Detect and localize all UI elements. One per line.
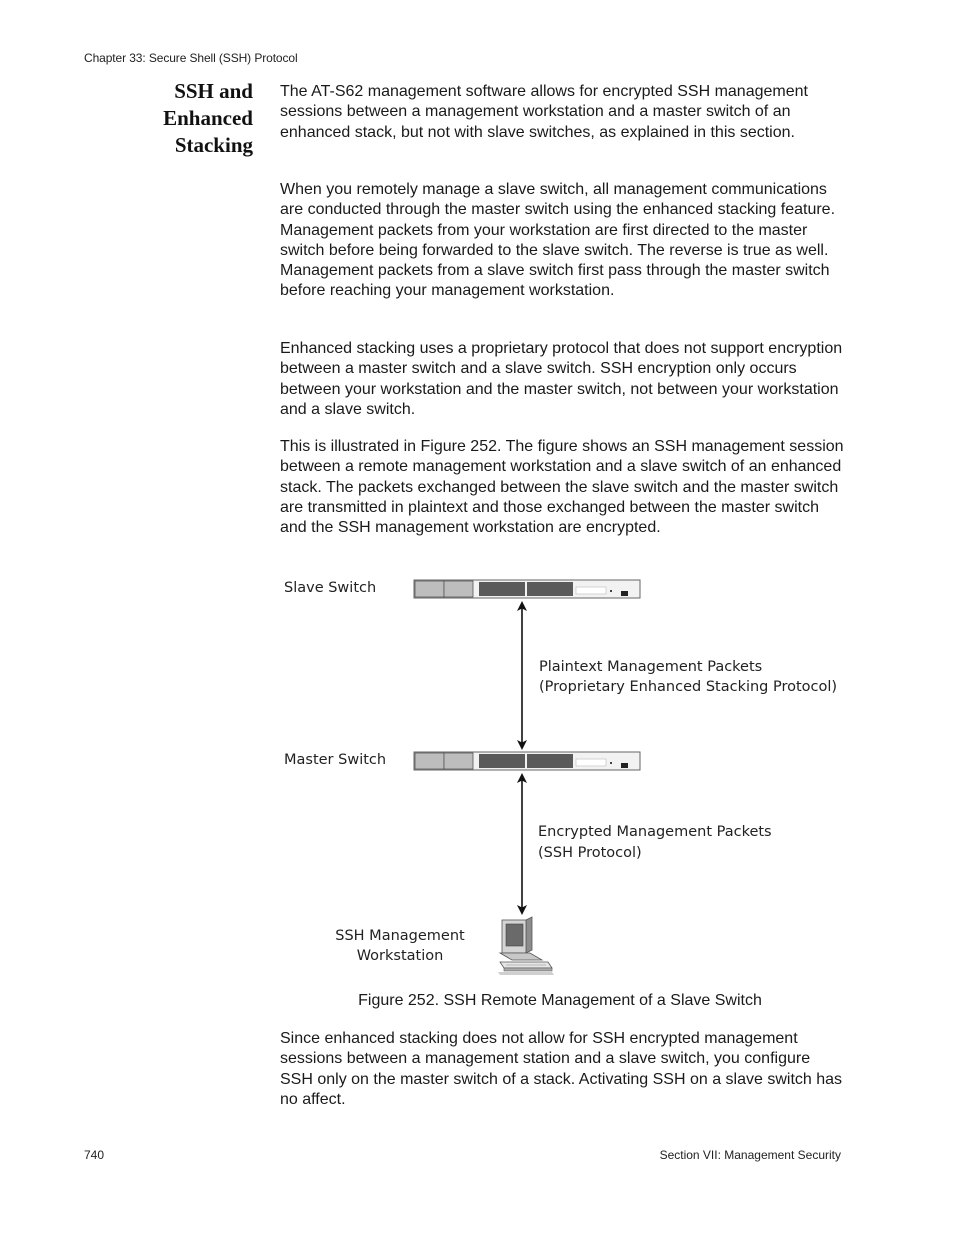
body-paragraph-2: When you remotely manage a slave switch, all management communications are conducted through the master switch using the enhanced stacking feature. Management packets from your workstation are first directed to the master switch before being forwarded to the slave switch. The reverse is true as well. Management packets from a slave switch first pass through the master switch before reaching your management workstation. bbox=[280, 181, 836, 300]
body-paragraph-4: This is illustrated in Figure 252. The figure shows an SSH management session between a remote management workstation and a slave switch of an enhanced stack. The packets exchanged between the slave switch and the master switch are transmitted in plaintext and those exchanged between the master switch and the SSH management workstation are encrypted. bbox=[280, 438, 844, 537]
master-switch-icon bbox=[414, 752, 640, 770]
body-paragraph-5: Since enhanced stacking does not allow for SSH encrypted management sessions between a management station and a slave switch, you configure SSH only on the master switch of a stack. Activating SSH on a slave switch has no affect. bbox=[280, 1030, 843, 1108]
body-paragraph-1: The AT-S62 management software allows for encrypted SSH management sessions between a management workstation and a master switch of an enhanced stack, but not with slave switches, as explained in this section. bbox=[280, 83, 808, 141]
plaintext-packets-label: Plaintext Management Packets bbox=[539, 659, 763, 675]
section-title-line: Stacking bbox=[174, 133, 253, 157]
workstation-icon bbox=[498, 917, 554, 975]
section-title-line: Enhanced bbox=[163, 106, 253, 130]
plaintext-protocol-label: (Proprietary Enhanced Stacking Protocol) bbox=[539, 679, 838, 695]
section-title bbox=[120, 78, 253, 159]
encrypted-packets-label: Encrypted Management Packets bbox=[538, 824, 772, 840]
workstation-label-line1: SSH Management bbox=[335, 928, 465, 944]
figure-caption: Figure 252. SSH Remote Management of a Slave Switch bbox=[358, 992, 762, 1009]
page-number: 740 bbox=[84, 1148, 105, 1162]
body-paragraph-3: Enhanced stacking uses a proprietary protocol that does not support encryption between a master switch and a slave switch. SSH encryption only occurs between your workstation and the master switch, not between your workstation and a slave switch. bbox=[280, 340, 843, 418]
running-head: Chapter 33: Secure Shell (SSH) Protocol bbox=[84, 51, 298, 65]
workstation-label-line2: Workstation bbox=[356, 948, 444, 964]
section-title-line: SSH and bbox=[174, 79, 253, 103]
slave-switch-icon bbox=[414, 580, 640, 598]
diagram-graphics bbox=[280, 570, 850, 980]
figure-diagram bbox=[280, 570, 850, 980]
footer-section-name: Section VII: Management Security bbox=[659, 1148, 841, 1162]
slave-switch-label: Slave Switch bbox=[284, 580, 377, 596]
master-switch-label: Master Switch bbox=[284, 752, 387, 768]
encrypted-protocol-label: (SSH Protocol) bbox=[538, 845, 642, 861]
